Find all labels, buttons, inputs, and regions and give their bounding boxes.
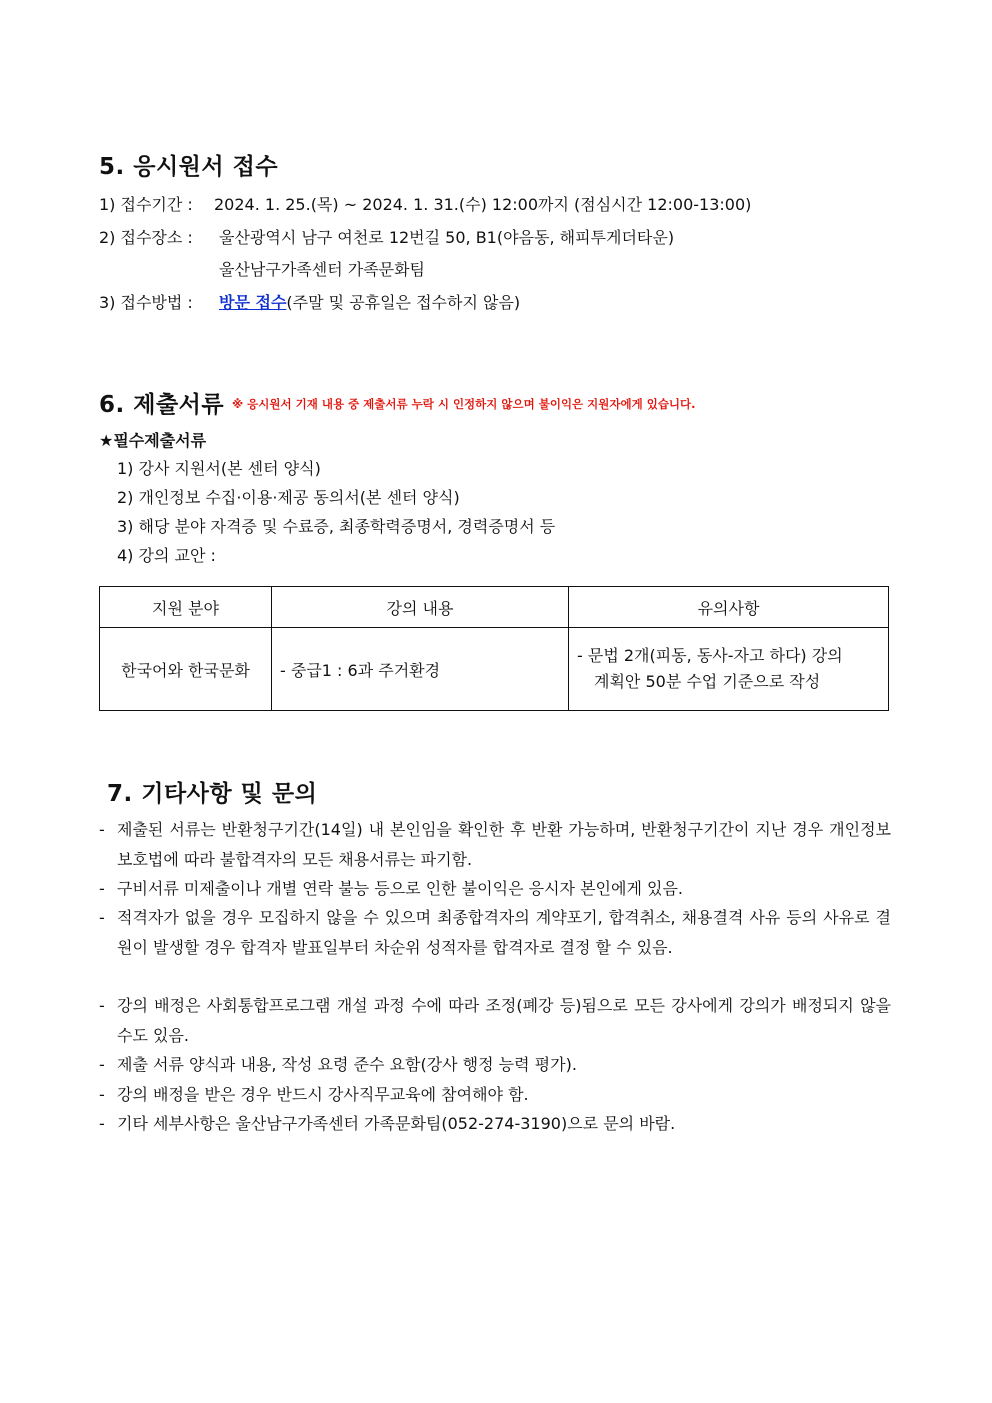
section-5-heading: 5. 응시원서 접수 [99,154,279,180]
receipt-place-value: 울산광역시 남구 여천로 12번길 50, B1(야음동, 해피투게더타운) [219,228,675,247]
list-item-text: 강의 배정을 받은 경우 반드시 강사직무교육에 참여해야 함. [117,1085,529,1104]
required-doc-item: 3) 해당 분야 자격증 및 수료증, 최종학력증명서, 경력증명서 등 [117,517,556,536]
list-item-text: 제출 서류 양식과 내용, 작성 요령 준수 요함(강사 행정 능력 평가). [117,1055,577,1074]
bullet-dash: - [99,996,105,1015]
table-cell-field: 한국어와 한국문화 [100,628,272,711]
receipt-period-value: 2024. 1. 25.(목) ~ 2024. 1. 31.(수) 12:00까지 (점심시간 12:00-13:00) [214,195,752,214]
table-header-cell: 지원 분야 [100,587,272,628]
bullet-dash: - [99,1055,105,1074]
bullet-dash: - [99,908,105,927]
table-note-line-1: - 문법 2개(피동, 동사-자고 하다) 강의 [577,646,843,665]
receipt-period-label: 1) 접수기간 : [99,195,193,214]
list-item-text: 제출된 서류는 반환청구기간(14일) 내 본인임을 확인한 후 반환 가능하며, 반환청구기간이 지난 경우 개인정보보호법에 따라 불합격자의 모든 채용서류는 파기함. [117,820,891,869]
table-header-cell: 강의 내용 [272,587,569,628]
table-header-cell: 유의사항 [569,587,889,628]
section-6-heading: 6. 제출서류 [99,392,225,418]
required-doc-item: 2) 개인정보 수집·이용·제공 동의서(본 센터 양식) [117,488,460,507]
table-note-line-2: 계획안 50분 수업 기준으로 작성 [594,672,821,691]
list-item-text: 구비서류 미제출이나 개별 연락 불능 등으로 인한 불이익은 응시자 본인에게 있음. [117,879,683,898]
receipt-method-rest: (주말 및 공휴일은 접수하지 않음) [286,293,521,312]
receipt-method-value [219,292,520,314]
required-documents-title: ★필수제출서류 [99,431,207,450]
list-item-text: 강의 배정은 사회통합프로그램 개설 과정 수에 따라 조정(폐강 등)됨으로 모든 강사에게 강의가 배정되지 않을 수도 있음. [117,996,891,1045]
lecture-plan-table [99,586,889,711]
list-item-text: 기타 세부사항은 울산남구가족센터 가족문화팀(052-274-3190)으로 문의 바람. [117,1114,676,1133]
list-item-text: 적격자가 없을 경우 모집하지 않을 수 있으며 최종합격자의 계약포기, 합격취소, 채용결격 사유 등의 사유로 결원이 발생할 경우 합격자 발표일부터 차순위 성적자를 합격자로 결정 할 수 있음. [117,908,891,957]
table-cell-content: - 중급1 : 6과 주거환경 [272,628,569,711]
visit-receipt-emphasis: 방문 접수 [219,293,287,312]
bullet-dash: - [99,820,105,839]
required-doc-item: 1) 강사 지원서(본 센터 양식) [117,459,321,478]
section-7-heading: 7. 기타사항 및 문의 [107,781,318,807]
bullet-dash: - [99,1114,105,1133]
table-cell-note [569,628,889,711]
bullet-dash: - [99,879,105,898]
table-row [100,628,889,711]
receipt-place-label: 2) 접수장소 : [99,228,193,247]
receipt-place-value-2: 울산남구가족센터 가족문화팀 [219,260,426,279]
required-doc-item: 4) 강의 교안 : [117,546,216,565]
table-header-row [100,587,889,628]
receipt-method-label: 3) 접수방법 : [99,293,193,312]
bullet-dash: - [99,1085,105,1104]
submission-warning-note: ※ 응시원서 기재 내용 중 제출서류 누락 시 인정하지 않으며 불이익은 지원자에게 있습니다. [232,397,696,411]
